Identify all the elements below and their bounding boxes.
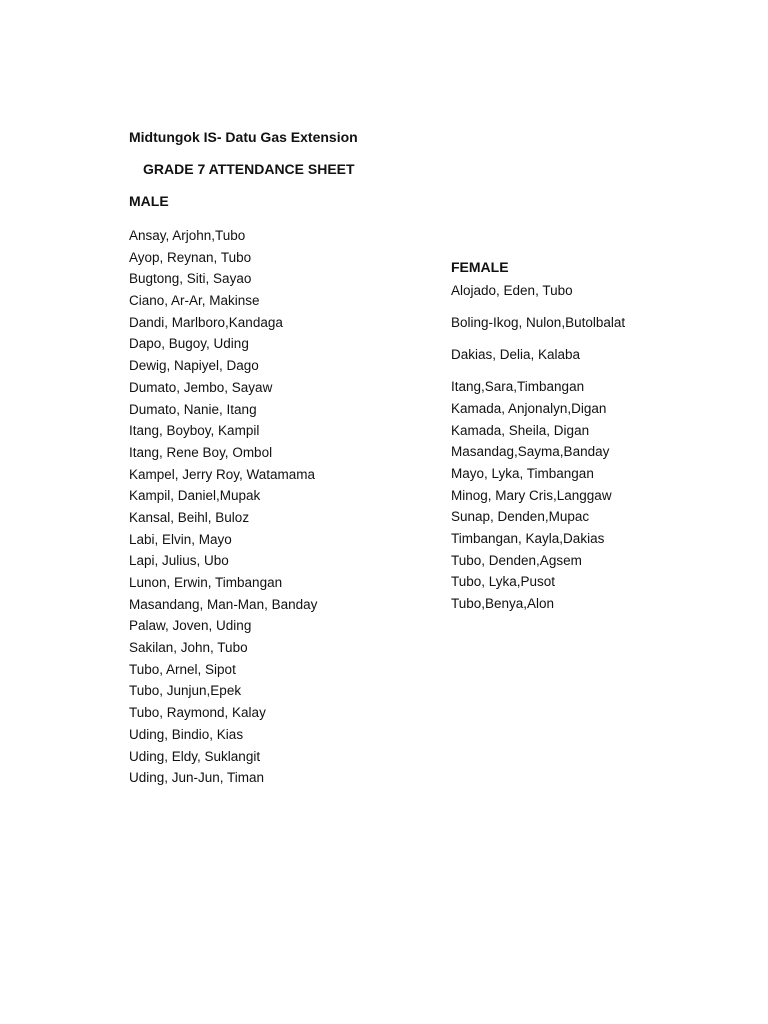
- female-name-item: Sunap, Denden,Mupac: [451, 509, 590, 525]
- female-heading: FEMALE: [451, 259, 509, 275]
- female-name-item: Dakias, Delia, Kalaba: [451, 347, 581, 363]
- male-name-item: Kampel, Jerry Roy, Watamama: [129, 466, 316, 482]
- female-name-item: Masandag,Sayma,Banday: [451, 444, 610, 460]
- sheet-title: GRADE 7 ATTENDANCE SHEET: [143, 161, 355, 177]
- female-name-item: Tubo, Denden,Agsem: [451, 552, 582, 568]
- male-name-item: Kansal, Beihl, Buloz: [129, 509, 250, 525]
- male-name-item: Tubo, Junjun,Epek: [129, 683, 242, 699]
- male-name-item: Dandi, Marlboro,Kandaga: [129, 314, 283, 330]
- male-name-item: Masandang, Man-Man, Banday: [129, 596, 318, 612]
- female-name-item: Boling-Ikog, Nulon,Butolbalat: [451, 315, 626, 331]
- female-name-item: Minog, Mary Cris,Langgaw: [451, 487, 612, 503]
- male-name-item: Labi, Elvin, Mayo: [129, 531, 232, 547]
- male-name-item: Tubo, Arnel, Sipot: [129, 661, 236, 677]
- male-name-item: Ansay, Arjohn,Tubo: [129, 228, 246, 243]
- male-name-item: Dumato, Jembo, Sayaw: [129, 379, 273, 395]
- female-name-item: Alojado, Eden, Tubo: [451, 283, 573, 298]
- male-name-item: Palaw, Joven, Uding: [129, 618, 252, 634]
- male-name-item: Ayop, Reynan, Tubo: [129, 249, 252, 265]
- female-name-item: Kamada, Anjonalyn,Digan: [451, 400, 607, 416]
- male-name-item: Dewig, Napiyel, Dago: [129, 358, 259, 374]
- male-name-item: Sakilan, John, Tubo: [129, 640, 248, 656]
- male-name-item: Itang, Boyboy, Kampil: [129, 423, 260, 439]
- school-title: Midtungok IS- Datu Gas Extension: [129, 129, 358, 145]
- female-name-list: [451, 280, 625, 615]
- female-name-item: Mayo, Lyka, Timbangan: [451, 465, 594, 481]
- male-heading: MALE: [129, 193, 169, 209]
- male-name-list: [129, 225, 317, 789]
- female-name-item: Kamada, Sheila, Digan: [451, 422, 590, 438]
- male-name-item: Bugtong, Siti, Sayao: [129, 271, 252, 287]
- male-name-item: Dumato, Nanie, Itang: [129, 401, 257, 417]
- female-name-item: Itang,Sara,Timbangan: [451, 379, 585, 395]
- male-name-item: Uding, Jun-Jun, Timan: [129, 770, 265, 786]
- female-name-item: Tubo,Benya,Alon: [451, 596, 555, 612]
- male-name-item: Ciano, Ar-Ar, Makinse: [129, 293, 260, 309]
- male-name-item: Lunon, Erwin, Timbangan: [129, 575, 283, 590]
- male-name-item: Uding, Bindio, Kias: [129, 726, 244, 742]
- male-name-item: Dapo, Bugoy, Uding: [129, 336, 249, 352]
- female-name-item: Timbangan, Kayla,Dakias: [451, 531, 605, 547]
- male-name-item: Lapi, Julius, Ubo: [129, 553, 229, 569]
- female-name-item: Tubo, Lyka,Pusot: [451, 574, 556, 590]
- male-name-item: Itang, Rene Boy, Ombol: [129, 444, 273, 460]
- male-name-item: Uding, Eldy, Suklangit: [129, 748, 261, 764]
- male-name-item: Kampil, Daniel,Mupak: [129, 488, 261, 504]
- male-name-item: Tubo, Raymond, Kalay: [129, 705, 266, 721]
